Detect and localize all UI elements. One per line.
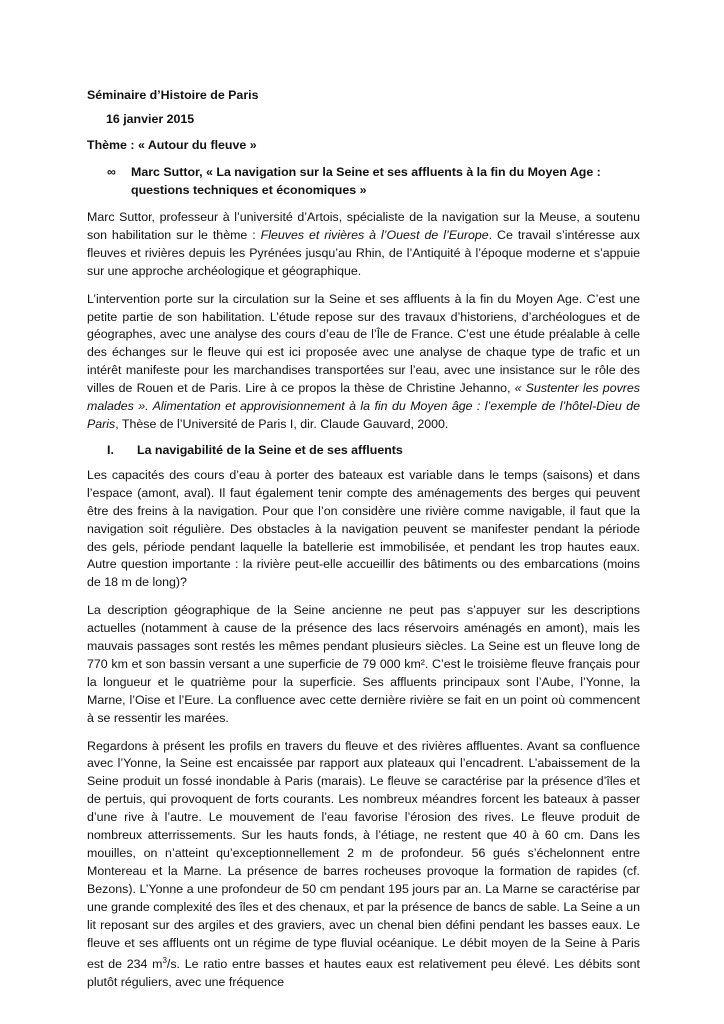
- paragraph-4: La description géographique de la Seine ancienne ne peut pas s’appuyer sur les descriptions actuelles (notamment à cause de la présence des lacs réservoirs aménagés en amont), mais les mauvais passages sont restés les mêmes pendant plusieurs siècles. La Seine est un fleuve long de 770 km et son bassin versant a une superficie de 79 000 km². C’est le troisième fleuve français pour la longueur et le quatrième pour la superficie. Ses affluents principaux sont l’Aube, l’Yonne, la Marne, l’Oise et l’Eure. La confluence avec cette dernière rivière se fait en un point où commencent à se ressentir les marées.: [87, 603, 640, 725]
- paragraph-2-text-a: L’intervention porte sur la circulation sur la Seine et ses affluents à la fin du Moyen Age. C’est une petite partie de son habilitation. L’étude repose sur des travaux d’historiens, d’archéologues et de géographes, avec une analyse des cours d’eau de l’Île de France. C’est une étude préalable à celle des échanges sur le fleuve qui est ici proposée avec une analyse de chaque type de trafic et un intérêt manifeste pour les marchandises transportées sur l’eau, avec une insistance sur le rôle des villes de Rouen et de Paris. Lire à ce propos la thèse de Christine Jehanno,: [87, 291, 640, 396]
- paragraph-2-text-c: , Thèse de l’Université de Paris I, dir. Claude Gauvard, 2000.: [115, 416, 449, 431]
- paragraph-1: [87, 209, 640, 281]
- paragraph-1-text-a: Marc Suttor, professeur à l’université d’Artois, spécialiste de la navigation sur la Meuse, a soutenu son habilitation sur le thème :: [87, 210, 640, 242]
- section-title: La navigabilité de la Seine et de ses affluents: [137, 442, 403, 457]
- paragraph-1-italic-title: Fleuves et rivières à l’Ouest de l’Europe: [260, 227, 489, 242]
- paragraph-5-text-b: /s. Le ratio entre basses et hautes eaux est relativement peu élevé. Les débits sont plutôt réguliers, avec une fréquence: [87, 957, 640, 990]
- section-heading: [87, 443, 640, 457]
- paragraph-5-superscript: 3: [162, 956, 167, 966]
- seminar-title: Séminaire d’Histoire de Paris: [87, 88, 259, 102]
- paragraph-2: [87, 291, 640, 434]
- seminar-theme: Thème : « Autour du fleuve »: [87, 138, 257, 152]
- paragraph-3: Les capacités des cours d’eau à porter des bateaux est variable dans le temps (saisons) et dans l’espace (amont, aval). Il faut également tenir compte des aménagements des berges qui peuvent être des freins à la navigation. Pour que l’on considère une rivière comme navigable, il faut que la navigation soit régulière. Des obstacles à la navigation peuvent se manifester pendant la période des gels, période pendant laquelle la batellerie est immobilisée, et pendant les trop hautes eaux. Autre question importante : la rivière peut-elle accueillir des bâtiments ou des embarcations (moins de 18 m de long)?: [87, 467, 640, 590]
- seminar-date: 16 janvier 2015: [106, 112, 195, 126]
- paragraph-1-text-c: . Ce travail s’intéresse aux fleuves et rivières depuis les Pyrénées jusqu’au Rhin, de l’Antiquité à l’époque moderne et s’appuie sur une approche archéologique et géographique.: [87, 227, 640, 278]
- paragraph-2-italic-thesis-title: « Sustenter les povres malades ». Alimentation et approvisionnement à la fin du Moyen âge : l’exemple de l’hôtel-Dieu de Paris: [87, 381, 640, 431]
- section-number: I.: [107, 442, 114, 457]
- talk-title: Marc Suttor, « La navigation sur la Seine et ses affluents à la fin du Moyen Age : questions techniques et économiques »: [131, 165, 601, 197]
- talk-heading: [87, 163, 640, 199]
- infinity-bullet-icon: ∞: [107, 165, 116, 179]
- paragraph-5: [87, 738, 640, 993]
- paragraph-5-text-a: Regardons à présent les profils en travers du fleuve et des rivières affluentes. Avant sa confluence avec l’Yonne, la Seine est encaissée par rapport aux plateaux qui l’encadrent. L’abaissement de la Seine produit un fossé inondable à Paris (marais). Le fleuve se caractérise par la présence d’îles et de pertuis, qui provoquent de forts courants. Les nombreux méandres forcent les bateaux à passer d’une rive à l’autre. Le mouvement de l’eau favorise l’érosion des rives. Le fleuve produit de nombreux atterrissements. Sur les hauts fonds, à l’étiage, ne restent que 40 à 60 cm. Dans les mouilles, on n’atteint qu’exceptionnellement 2 m de profondeur. 56 gués s’échelonnent entre Montereau et la Marne. La présence de barres rocheuses provoque la formation de rapides (cf. Bezons). L’Yonne a une profondeur de 50 cm pendant 195 jours par an. La Marne se caractérise par une grande complexité des îles et des chenaux, et par la présence de bancs de sable. La Seine a un lit reposant sur des argiles et des graviers, avec un chenal bien défini pendant les basses eaux. Le fleuve et ses affluents ont un régime de type fluvial océanique. Le débit moyen de la Seine à Paris est de 234 m: [87, 738, 640, 972]
